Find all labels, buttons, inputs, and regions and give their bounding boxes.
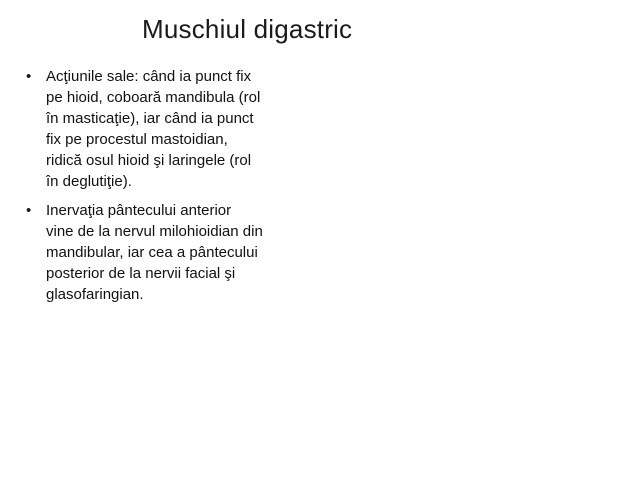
bullet-text-line: fix pe procestul mastoidian, [46, 131, 228, 148]
bullet-text-line: Acţiunile sale: când ia punct fix [46, 68, 252, 85]
bullet-item-innervation [26, 200, 326, 305]
bullet-text-line: Inervaţia pântecului anterior [46, 202, 232, 219]
bullet-item-actions [26, 66, 326, 192]
slide-title: Muschiul digastric [142, 14, 353, 44]
bullet-text-line: ridică osul hioid şi laringele (rol [46, 152, 252, 169]
bullet-text-line: pe hioid, coboară mandibula (rol [46, 89, 261, 106]
bullet-list [26, 66, 326, 305]
bullet-text-line: mandibular, iar cea a pântecului [46, 244, 258, 261]
bullet-text-line: în masticaţie), iar când ia punct [46, 110, 254, 127]
bullet-point-icon: • [26, 202, 32, 219]
bullet-text-line: glasofaringian. [46, 286, 144, 303]
bullet-text-line: vine de la nervul milohioidian din [46, 223, 263, 240]
bullet-text-line: în deglutiţie). [46, 173, 132, 190]
bullet-text-line: posterior de la nervii facial şi [46, 265, 236, 282]
bullet-point-icon: • [26, 68, 32, 85]
